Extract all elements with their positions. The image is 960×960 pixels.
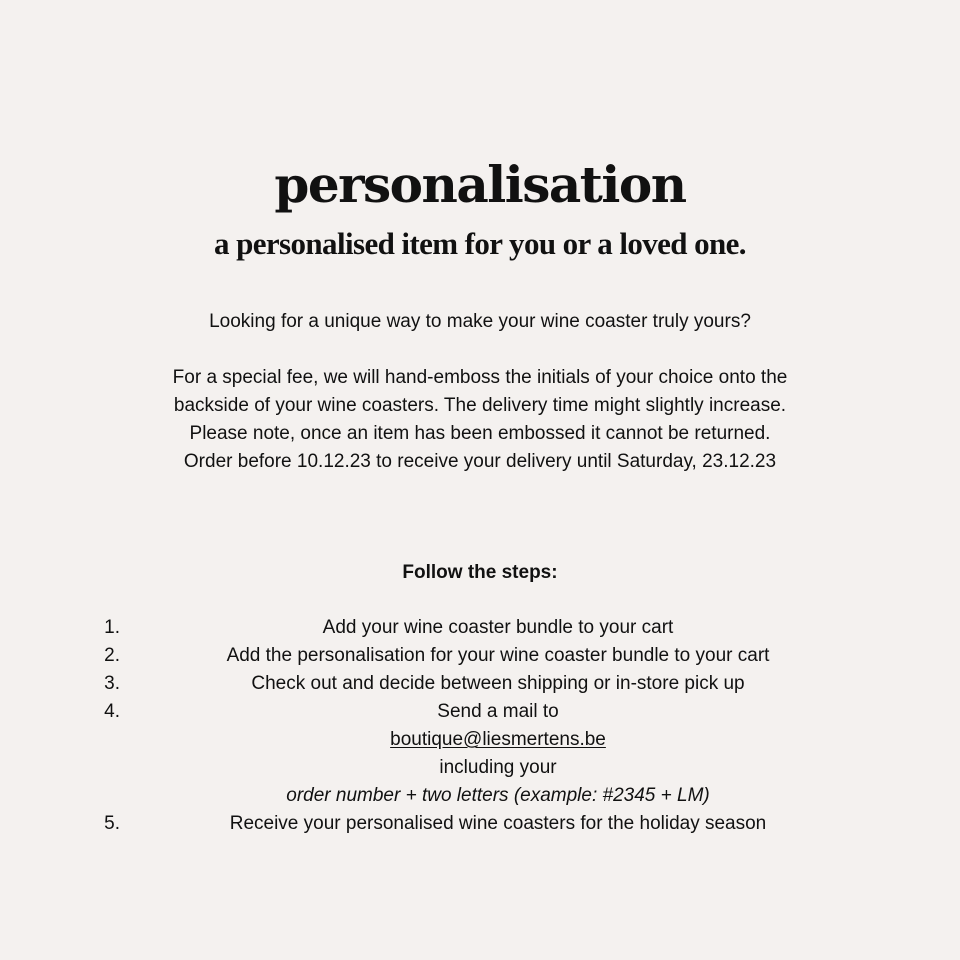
step-text: Add the personalisation for your wine coaster bundle to your cart	[226, 645, 770, 666]
step-text-after: including your	[439, 757, 557, 778]
step-text-line	[128, 698, 868, 782]
steps-heading: Follow the steps:	[402, 562, 558, 583]
step-item	[0, 670, 960, 698]
step-item	[0, 810, 960, 838]
step-text-before: Send a mail to	[437, 701, 559, 722]
step-number: 1.	[104, 617, 120, 638]
steps-list	[0, 614, 960, 838]
step-number: 4.	[104, 701, 120, 722]
email-link[interactable]: boutique@liesmertens.be	[390, 729, 606, 750]
intro-question: Looking for a unique way to make your wine coaster truly yours?	[209, 311, 751, 332]
description-line: backside of your wine coasters. The delivery time might slightly increase.	[173, 395, 787, 416]
step-example: order number + two letters (example: #2345 + LM)	[286, 785, 710, 806]
step-item	[0, 642, 960, 670]
step-number: 2.	[104, 645, 120, 666]
step-number: 5.	[104, 813, 120, 834]
page-title: personalisation	[274, 155, 686, 214]
step-text: Add your wine coaster bundle to your cart	[322, 617, 674, 638]
description-line: For a special fee, we will hand-emboss the initials of your choice onto the	[172, 367, 788, 388]
step-text: Check out and decide between shipping or in-store pick up	[251, 673, 745, 694]
description-paragraph	[0, 364, 960, 476]
step-item	[0, 698, 960, 810]
description-line: Please note, once an item has been embossed it cannot be returned.	[189, 423, 771, 444]
step-text: Receive your personalised wine coasters for the holiday season	[229, 813, 767, 834]
step-item	[0, 614, 960, 642]
description-line: Order before 10.12.23 to receive your delivery until Saturday, 23.12.23	[183, 451, 777, 472]
page-subtitle: a personalised item for you or a loved one.	[214, 226, 746, 261]
step-text	[128, 698, 868, 810]
step-number: 3.	[104, 673, 120, 694]
